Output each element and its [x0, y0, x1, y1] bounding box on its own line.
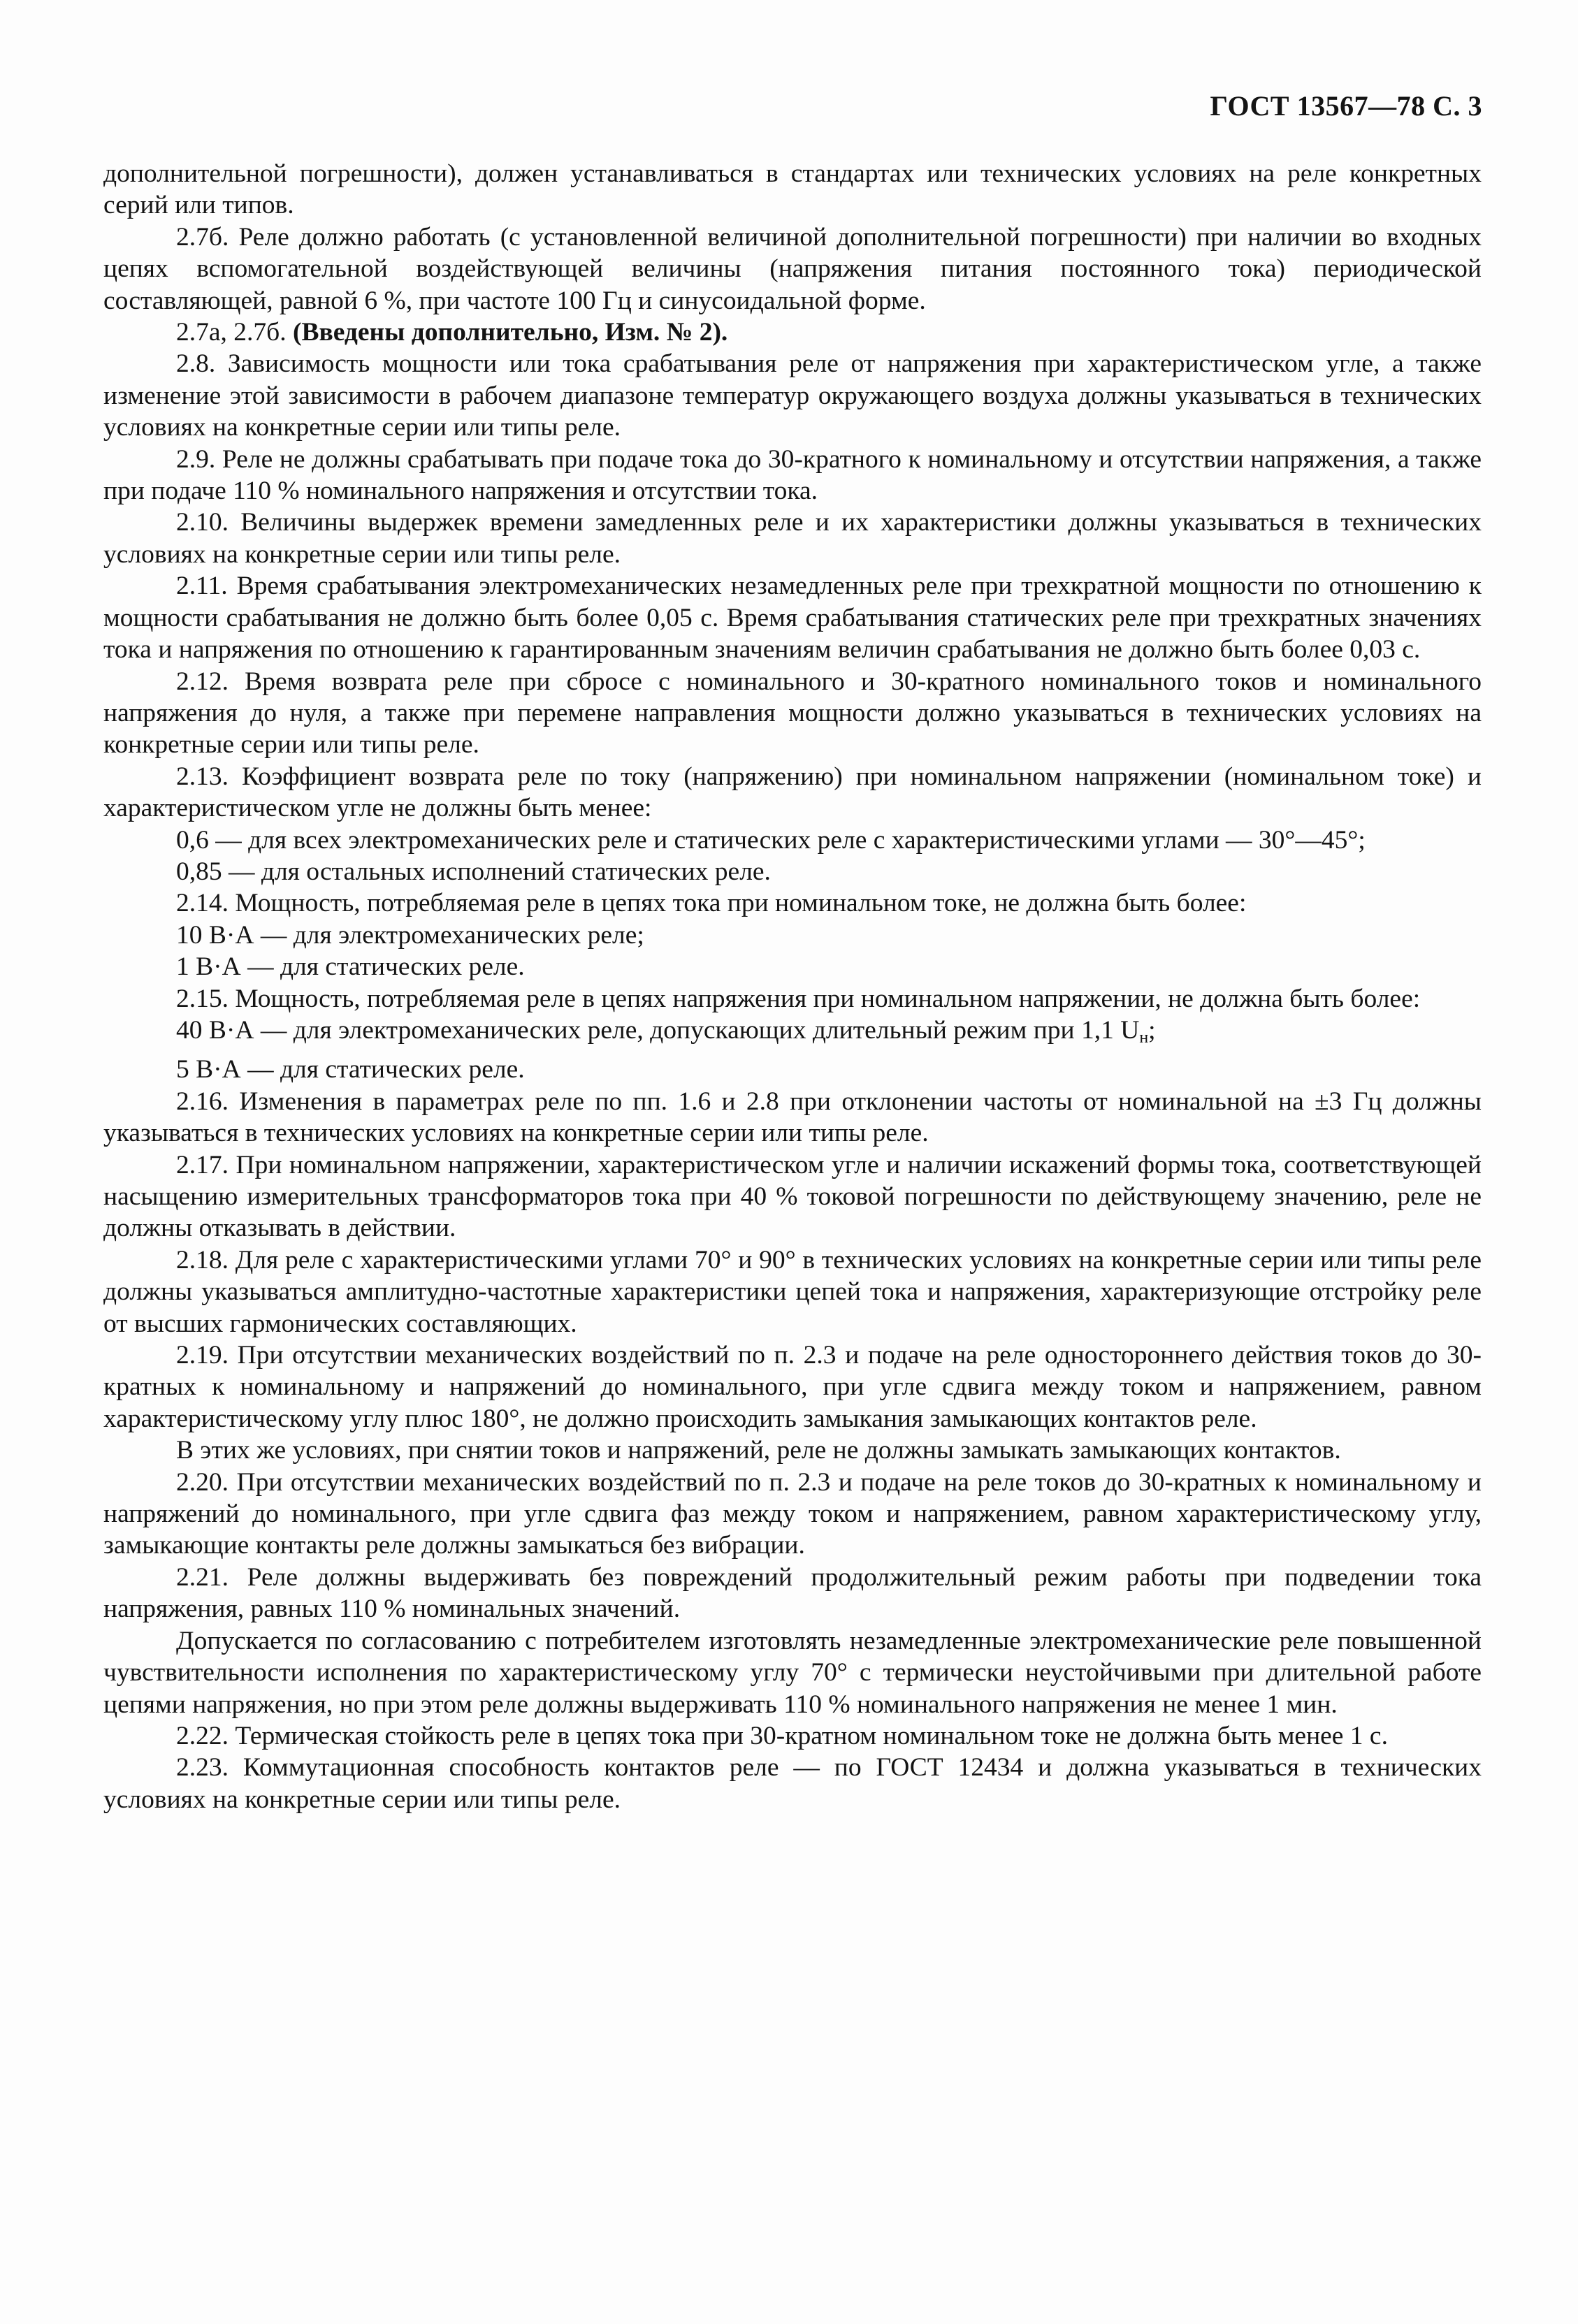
paragraph-2-16: 2.16. Изменения в параметрах реле по пп. 1.6 и 2.8 при отклонении частоты от номинальной на ±3 Гц должны указываться в технических условиях на конкретные серии или типы реле. — [103, 1087, 1482, 1148]
subscript-nominal: н — [1139, 1028, 1149, 1047]
paragraph-2-15-item-b: 5 В·А — для статических реле. — [176, 1055, 525, 1084]
document-body — [103, 158, 1482, 1815]
paragraph-2-14: 2.14. Мощность, потребляемая реле в цепях тока при номинальном токе, не должна быть более: — [176, 889, 1247, 918]
paragraph-2-21-continuation: Допускается по согласованию с потребителем изготовлять незамедленные электромеханические реле повышенной чувствительности исполнения по характеристическому углу 70° с термически неустойчивыми при длительной работе цепями напряжения, но при этом реле должны выдерживать 110 % номинального напряжения не менее 1 мин. — [103, 1626, 1482, 1719]
paragraph-2-14-item-a: 10 В·А — для электромеханических реле; — [176, 920, 644, 950]
paragraph-2-7b: 2.7б. Реле должно работать (с установленной величиной дополнительной погрешности) при наличии во входных цепях вспомогательной воздействующей величины (напряжения питания постоянного тока) периодической составляющей, равной 6 %, при частоте 100 Гц и синусоидальной форме. — [103, 222, 1482, 315]
amendment-note: (Введены дополнительно, Изм. № 2). — [292, 318, 728, 347]
paragraph-2-15-item-a — [103, 1015, 1482, 1054]
paragraph-2-9: 2.9. Реле не должны срабатывать при подаче тока до 30-кратного к номинальному и отсутствии напряжения, а также при подаче 110 % номинального напряжения и отсутствии тока. — [103, 444, 1482, 506]
paragraph-2-15: 2.15. Мощность, потребляемая реле в цепях напряжения при номинальном напряжении, не должна быть более: — [176, 984, 1421, 1013]
paragraph-2-20: 2.20. При отсутствии механических воздействий по п. 2.3 и подаче на реле токов до 30-кратных к номинальному и напряжений до номинального, при угле сдвига фаз между током и напряжением, равном характеристическому углу, замыкающие контакты реле должны замыкаться без вибрации. — [103, 1467, 1482, 1560]
paragraph-2-19: 2.19. При отсутствии механических воздействий по п. 2.3 и подаче на реле одностороннего действия токов до 30-кратных к номинальному и напряжений до номинального, при угле сдвига между током и напряжением, равном характеристическому углу плюс 180°, не должно происходить замыкания замыкающих контактов реле. — [103, 1341, 1482, 1433]
paragraph-2-8: 2.8. Зависимость мощности или тока срабатывания реле от напряжения при характеристическом угле, а также изменение этой зависимости в рабочем диапазоне температур окружающего воздуха должны указываться в технических условиях на конкретные серии или типы реле. — [103, 349, 1482, 442]
paragraph-2-14-item-b: 1 В·А — для статических реле. — [176, 952, 525, 982]
item-a-text: 40 В·А — для электромеханических реле, допускающих длительный режим при 1,1 U — [176, 1015, 1140, 1045]
paragraph-2-22: 2.22. Термическая стойкость реле в цепях тока при 30-кратном номинальном токе не должна быть менее 1 с. — [176, 1721, 1388, 1750]
paragraph-2-23: 2.23. Коммутационная способность контактов реле — по ГОСТ 12434 и должна указываться в технических условиях на конкретные серии или типы реле. — [103, 1753, 1482, 1814]
paragraph-2-10: 2.10. Величины выдержек времени замедленных реле и их характеристики должны указываться в технических условиях на конкретные серии или типы реле. — [103, 508, 1482, 569]
paragraph-2-13-item-a: 0,6 — для всех электромеханических реле и статических реле с характеристическими углами — 30°—45°; — [176, 825, 1366, 855]
paragraph-2-17: 2.17. При номинальном напряжении, характеристическом угле и наличии искажений формы тока, соответствующей насыщению измерительных трансформаторов тока при 40 % токовой погрешности по действующему значению, реле не должны отказывать в действии. — [103, 1150, 1482, 1243]
running-head: ГОСТ 13567—78 С. 3 — [1210, 90, 1482, 122]
note-clause-ref: 2.7а, 2.7б. — [176, 318, 293, 347]
paragraph-2-13: 2.13. Коэффициент возврата реле по току (напряжению) при номинальном напряжении (номинальном токе) и характеристическом угле не должны быть менее: — [103, 762, 1482, 823]
paragraph-2-13-item-b: 0,85 — для остальных исполнений статических реле. — [176, 857, 771, 886]
paragraph-continuation: дополнительной погрешности), должен устанавливаться в стандартах или технических условиях на реле конкретных серий или типов. — [103, 159, 1482, 220]
paragraph-2-11: 2.11. Время срабатывания электромеханических незамедленных реле при трехкратной мощности по отношению к мощности срабатывания не должно быть более 0,05 с. Время срабатывания статических реле при трехкратных значениях тока и напряжения по отношению к гарантированным значениям величин срабатывания не должно быть более 0,03 с. — [103, 572, 1482, 664]
paragraph-2-7a-note — [103, 317, 1482, 348]
paragraph-2-12: 2.12. Время возврата реле при сбросе с номинального и 30-кратного номинального токов и номинального напряжения до нуля, а также при перемене направления мощности должно указываться в технических условиях на конкретные серии или типы реле. — [103, 667, 1482, 760]
paragraph-2-18: 2.18. Для реле с характеристическими углами 70° и 90° в технических условиях на конкретные серии или типы реле должны указываться амплитудно-частотные характеристики цепей тока и напряжения, характеризующие отстройку реле от высших гармонических составляющих. — [103, 1245, 1482, 1338]
item-a-end: ; — [1148, 1015, 1156, 1045]
paragraph-2-21: 2.21. Реле должны выдерживать без повреждений продолжительный режим работы при подведении тока напряжения, равных 110 % номинальных значений. — [103, 1562, 1482, 1624]
paragraph-2-19-continuation: В этих же условиях, при снятии токов и напряжений, реле не должны замыкать замыкающих контактов. — [176, 1436, 1341, 1465]
